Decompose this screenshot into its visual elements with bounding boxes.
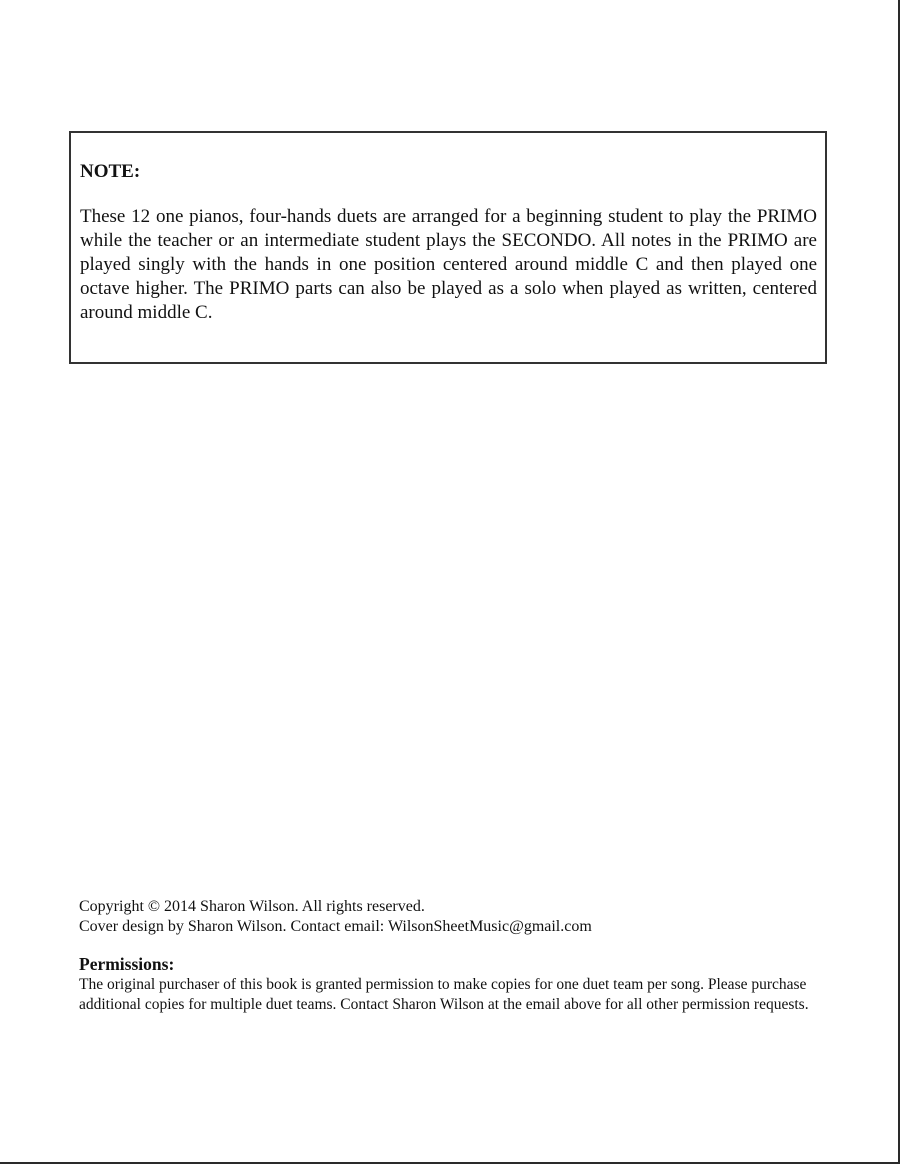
permissions-heading: Permissions: — [79, 954, 175, 974]
cover-design-credit: Cover design by Sharon Wilson. Contact email: WilsonSheetMusic@gmail.com — [79, 918, 592, 935]
note-heading: NOTE: — [80, 161, 141, 182]
footer-section — [79, 897, 824, 1015]
note-box — [69, 131, 827, 364]
copyright-notice: Copyright © 2014 Sharon Wilson. All rights reserved. — [79, 898, 425, 915]
note-body: These 12 one pianos, four-hands duets are arranged for a beginning student to play the PRIMO while the teacher or an intermediate student plays the SECONDO. All notes in the PRIMO are played singly with the hands in one position centered around middle C and then played one octave higher. The PRIMO parts can also be played as a solo when played as written, centered around middle C. — [80, 206, 817, 323]
permissions-body: The original purchaser of this book is granted permission to make copies for one duet team per song. Please purchase additional copies for multiple duet teams. Contact Sharon Wilson at the email above for all other permission requests. — [79, 976, 809, 1013]
